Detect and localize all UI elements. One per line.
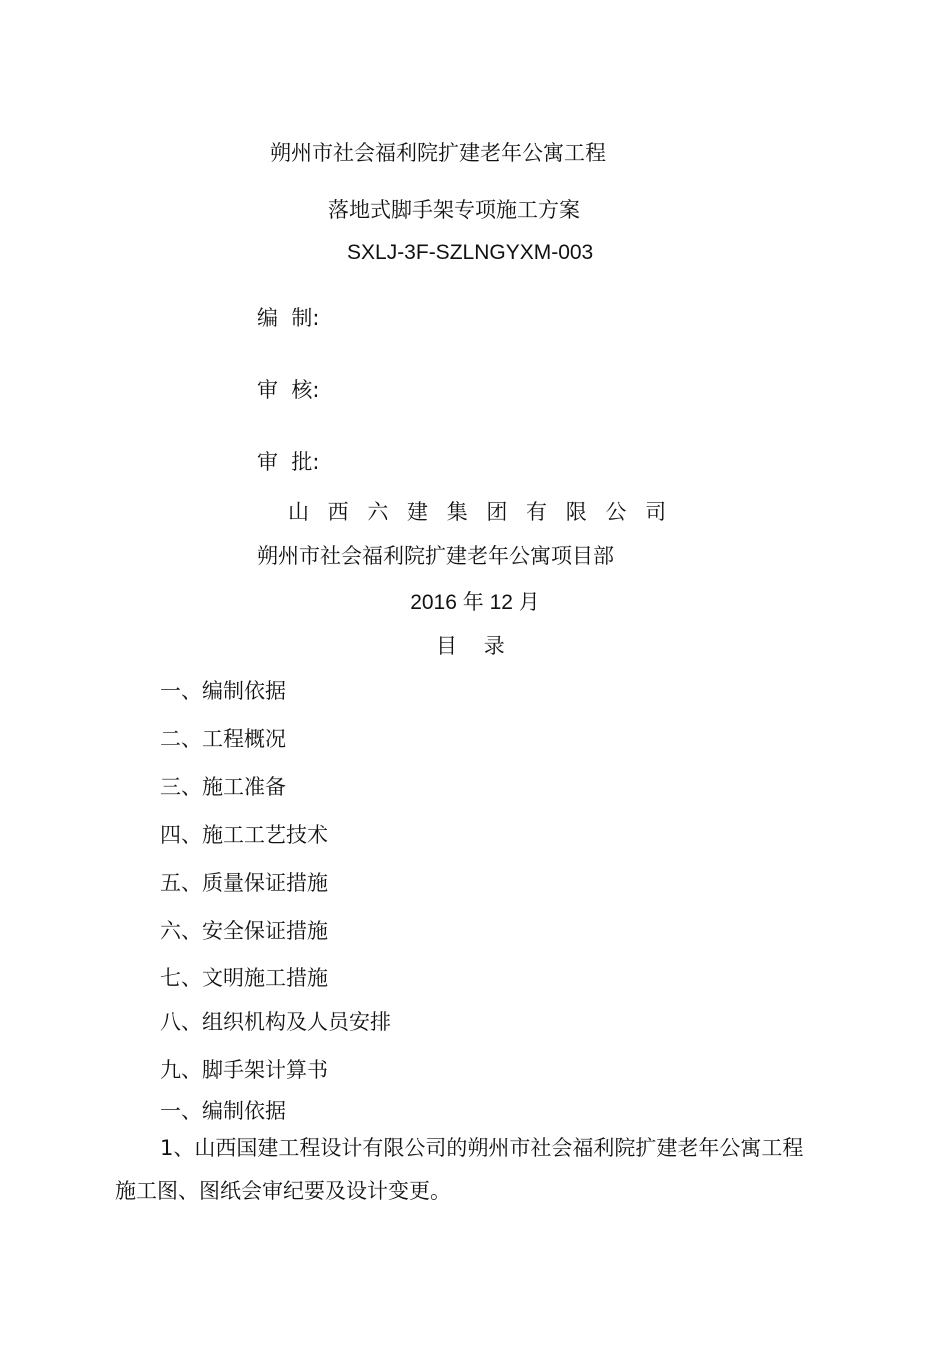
company-name: 山 西 六 建 集 团 有 限 公 司 — [288, 500, 673, 524]
title-line-1: 朔州市社会福利院扩建老年公寓工程 — [270, 141, 606, 165]
toc-item[interactable]: 六、安全保证措施 — [160, 919, 328, 943]
document-date: 2016 年 12 月 — [410, 591, 540, 614]
compiled-by-label: 编 制: — [257, 306, 320, 330]
title-line-2: 落地式脚手架专项施工方案 — [328, 198, 580, 222]
toc-item[interactable]: 一、编制依据 — [160, 679, 286, 703]
toc-heading: 目 录 — [436, 634, 505, 658]
toc-item[interactable]: 三、施工准备 — [160, 775, 286, 799]
document-code: SXLJ-3F-SZLNGYXM-003 — [347, 241, 594, 264]
approved-by-label: 审 批: — [257, 450, 320, 474]
toc-item[interactable]: 八、组织机构及人员安排 — [160, 1010, 391, 1034]
paragraph-line: 1、山西国建工程设计有限公司的朔州市社会福利院扩建老年公寓工程 — [160, 1136, 804, 1160]
project-department: 朔州市社会福利院扩建老年公寓项目部 — [257, 544, 614, 568]
toc-item[interactable]: 七、文明施工措施 — [160, 966, 328, 990]
paragraph-line: 施工图、图纸会审纪要及设计变更。 — [115, 1179, 451, 1203]
reviewed-by-label: 审 核: — [257, 378, 320, 402]
toc-item[interactable]: 四、施工工艺技术 — [160, 823, 328, 847]
toc-item[interactable]: 五、质量保证措施 — [160, 871, 328, 895]
toc-item[interactable]: 二、工程概况 — [160, 727, 286, 751]
section-heading: 一、编制依据 — [160, 1099, 286, 1123]
toc-item[interactable]: 九、脚手架计算书 — [160, 1058, 328, 1082]
